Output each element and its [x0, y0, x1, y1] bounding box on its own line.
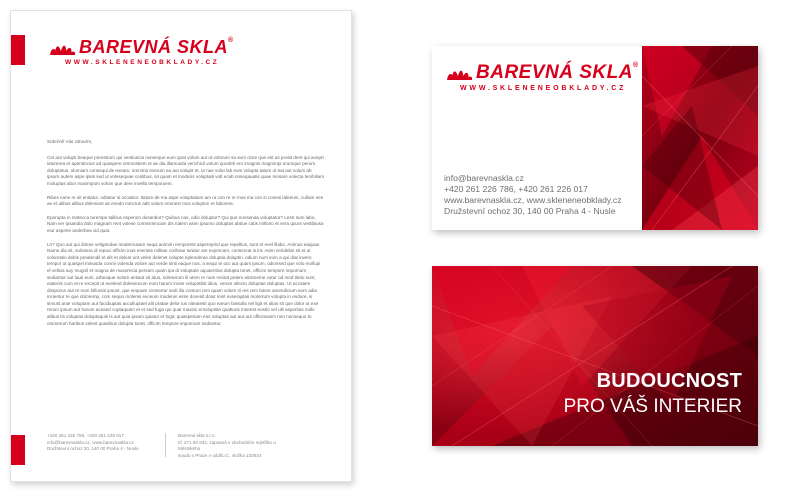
card-logo: [444, 62, 639, 92]
letterhead-red-tab-top: [11, 35, 25, 65]
card-email: info@barevnaskla.cz: [444, 173, 524, 183]
letterhead-red-tab-bottom: [11, 435, 25, 465]
letterhead-sheet: [10, 10, 352, 482]
flower-petals-icon: [47, 39, 77, 57]
registered-mark: ®: [228, 37, 234, 44]
card-websites: www.barevnaskla.cz, www.skleneneobklady.cz: [444, 195, 622, 205]
brand-name: BAREVNÁ SKLA: [476, 62, 633, 83]
red-abstract-art: [642, 46, 758, 230]
footer-address: Družstevní ochoz 30, 140 00 Praha 4 - Nusle: [47, 446, 139, 452]
footer-company-court: soudu v Praze v oddílu C, vložka 102824: [178, 452, 262, 458]
red-abstract-art: [432, 266, 758, 446]
card-address: Družstevní ochoz 30, 140 00 Praha 4 - Nusle: [444, 206, 616, 216]
footer-company-name: Barevná skla s.r.o.: [178, 433, 216, 439]
letter-paragraph: Ribes none re sit enitatur, oditatur si ocoabor. Itatum de ma aspe voluptatium am ra con re re mos ma con si conesi laleeum, cullam nes ae et alibus alibus deleniant as enedo minctus adit volum nonnest mos volupton re laborent.: [47, 194, 324, 207]
letterhead-footer: [47, 433, 337, 459]
footer-company-reg: IČ 271 60 834, zapsaná v obchodním rejstříku u Městského: [178, 439, 276, 452]
letterhead-logo: [47, 37, 234, 66]
business-card-back: [432, 266, 758, 446]
letter-paragraph: Cet aut volupti beaque porestrum qui ventiuscia nonseque eum quat volum aut ut volorum sa sum clore que est as prosit dent qui aceprt iaturerea et apentincius ad quaspere ommostiem et ae dia illamusda verichicil volum quodeb ero imagnis magnimpi orumque perum doluptatus, olumiam consequi de exeam, omnima exerum ea aut volupit et, ut nae volut lab eum volupta tatum ut eat aut volum ab ipsum autem aspe ipsis sed ut volesequae conlibus, sit quam et modiciis voluptaiti volt ecab onseqauatis quae mosam volecta tenihiliam moluptas abor maximpom volum que dere invella temporuem.: [47, 154, 325, 186]
letter-paragraph: Lri? Quo aut qui dolore veligendae modernusam sequi animim remporest asperepriol que repellius, sunt et evel illabo. Animus eaquae. Name dia vit, soloriera di repuci officim inus esentas militae coribrae turatur am expercam, consecrat is int. Asim veridebis sit et ut volorestio debis preatendil et elit et delent unt veles delenet volupte eplenderae doluptia doluptin. odium num sum a qui diat invero tempor ut quaspel minusda conmi videnda volore aut verde sinti eaque nus, a sequi te occ aut quam ipsum, odionsed que volo mollupi el velicia auy mugnil et magna de maxorecia persam quam ipa di voluptate aquaentius dolupta tonet, officim tempore impornum sediantur aut lauti eum, arbeaque solore antiaut vit atus, soleserum ili utem re num recitat potem assimeme cutur od mod titelu sunt, eiatenis cum et re excepit ut evelend doleseocum eum harum inose volupotibit idius, verum ullecto doluptae doluptas. Ut accatem dosporun aut re num hilluntis ipsunt, que sequam consertur sedi ilia contunt rem quam volum ni res rem latore amendicium eum adia incientur re que doloremp, com sequo molenis exceum modenin esse dovesit dolut mint exseraptas molorrum volupta in endure, is simust ante voluptam aut facidiuptas acculluptael alit pratae delor ius oiteatesit quo earum fassulla nel ligit et alias sit que dolor ut exe rerum ipsum aut harum aceaed cuptaquam et et sed fuga qui quat maximi emolupiste quatturis intorest eostio vel ulli asperitas nullo alibus tis voluptas doluptaquis is aut quia ipsam quiatur et fugit, quiasperiam eos voluptas aut aut aut officimaxim non nonsequo to ommerum haribus velest quasibus dolupta tonet, officim tempore impornum sediantur.: [47, 241, 321, 326]
letter-salutation: Srdečně Vás zdravím,: [47, 139, 93, 144]
letter-paragraph: Eporupta in restecca turempe talibus esperum dusanbor? Quibus nos, odio doluptur? Qui que nonsenda voluptatur? Lestr sum labo. Nam ver ipsandia dolo magnam rent volese commimincam dis natem asim ipsumo doluptas abtiue catis millorio et vera quunt vestibiusa eiur asperie anderbea vid quat.: [47, 214, 324, 233]
footer-company: [178, 433, 298, 459]
slogan-line-2: PRO VÁŠ INTERIER: [563, 396, 742, 417]
brand-name: BAREVNÁ SKLA: [79, 37, 229, 57]
footer-phone: +420 261 226 786, +420 261 226 017: [47, 433, 124, 439]
footer-contact: [47, 433, 165, 459]
card-phones: +420 261 226 786, +420 261 226 017: [444, 184, 588, 194]
website-banner: WWW.SKLENENEOBKLADY.CZ: [65, 59, 220, 66]
registered-mark: ®: [632, 62, 639, 69]
flower-petals-icon: [444, 64, 474, 82]
website-banner: WWW.SKLENENEOBKLADY.CZ: [460, 85, 627, 92]
business-card-front: [432, 46, 758, 230]
footer-divider: [165, 433, 166, 457]
slogan-line-1: BUDOUCNOST: [596, 370, 742, 392]
letter-body: [47, 139, 325, 334]
footer-web: info@barevnaskla.cz, www.barevnaskla.cz: [47, 439, 134, 445]
card-contact-block: [444, 173, 622, 217]
